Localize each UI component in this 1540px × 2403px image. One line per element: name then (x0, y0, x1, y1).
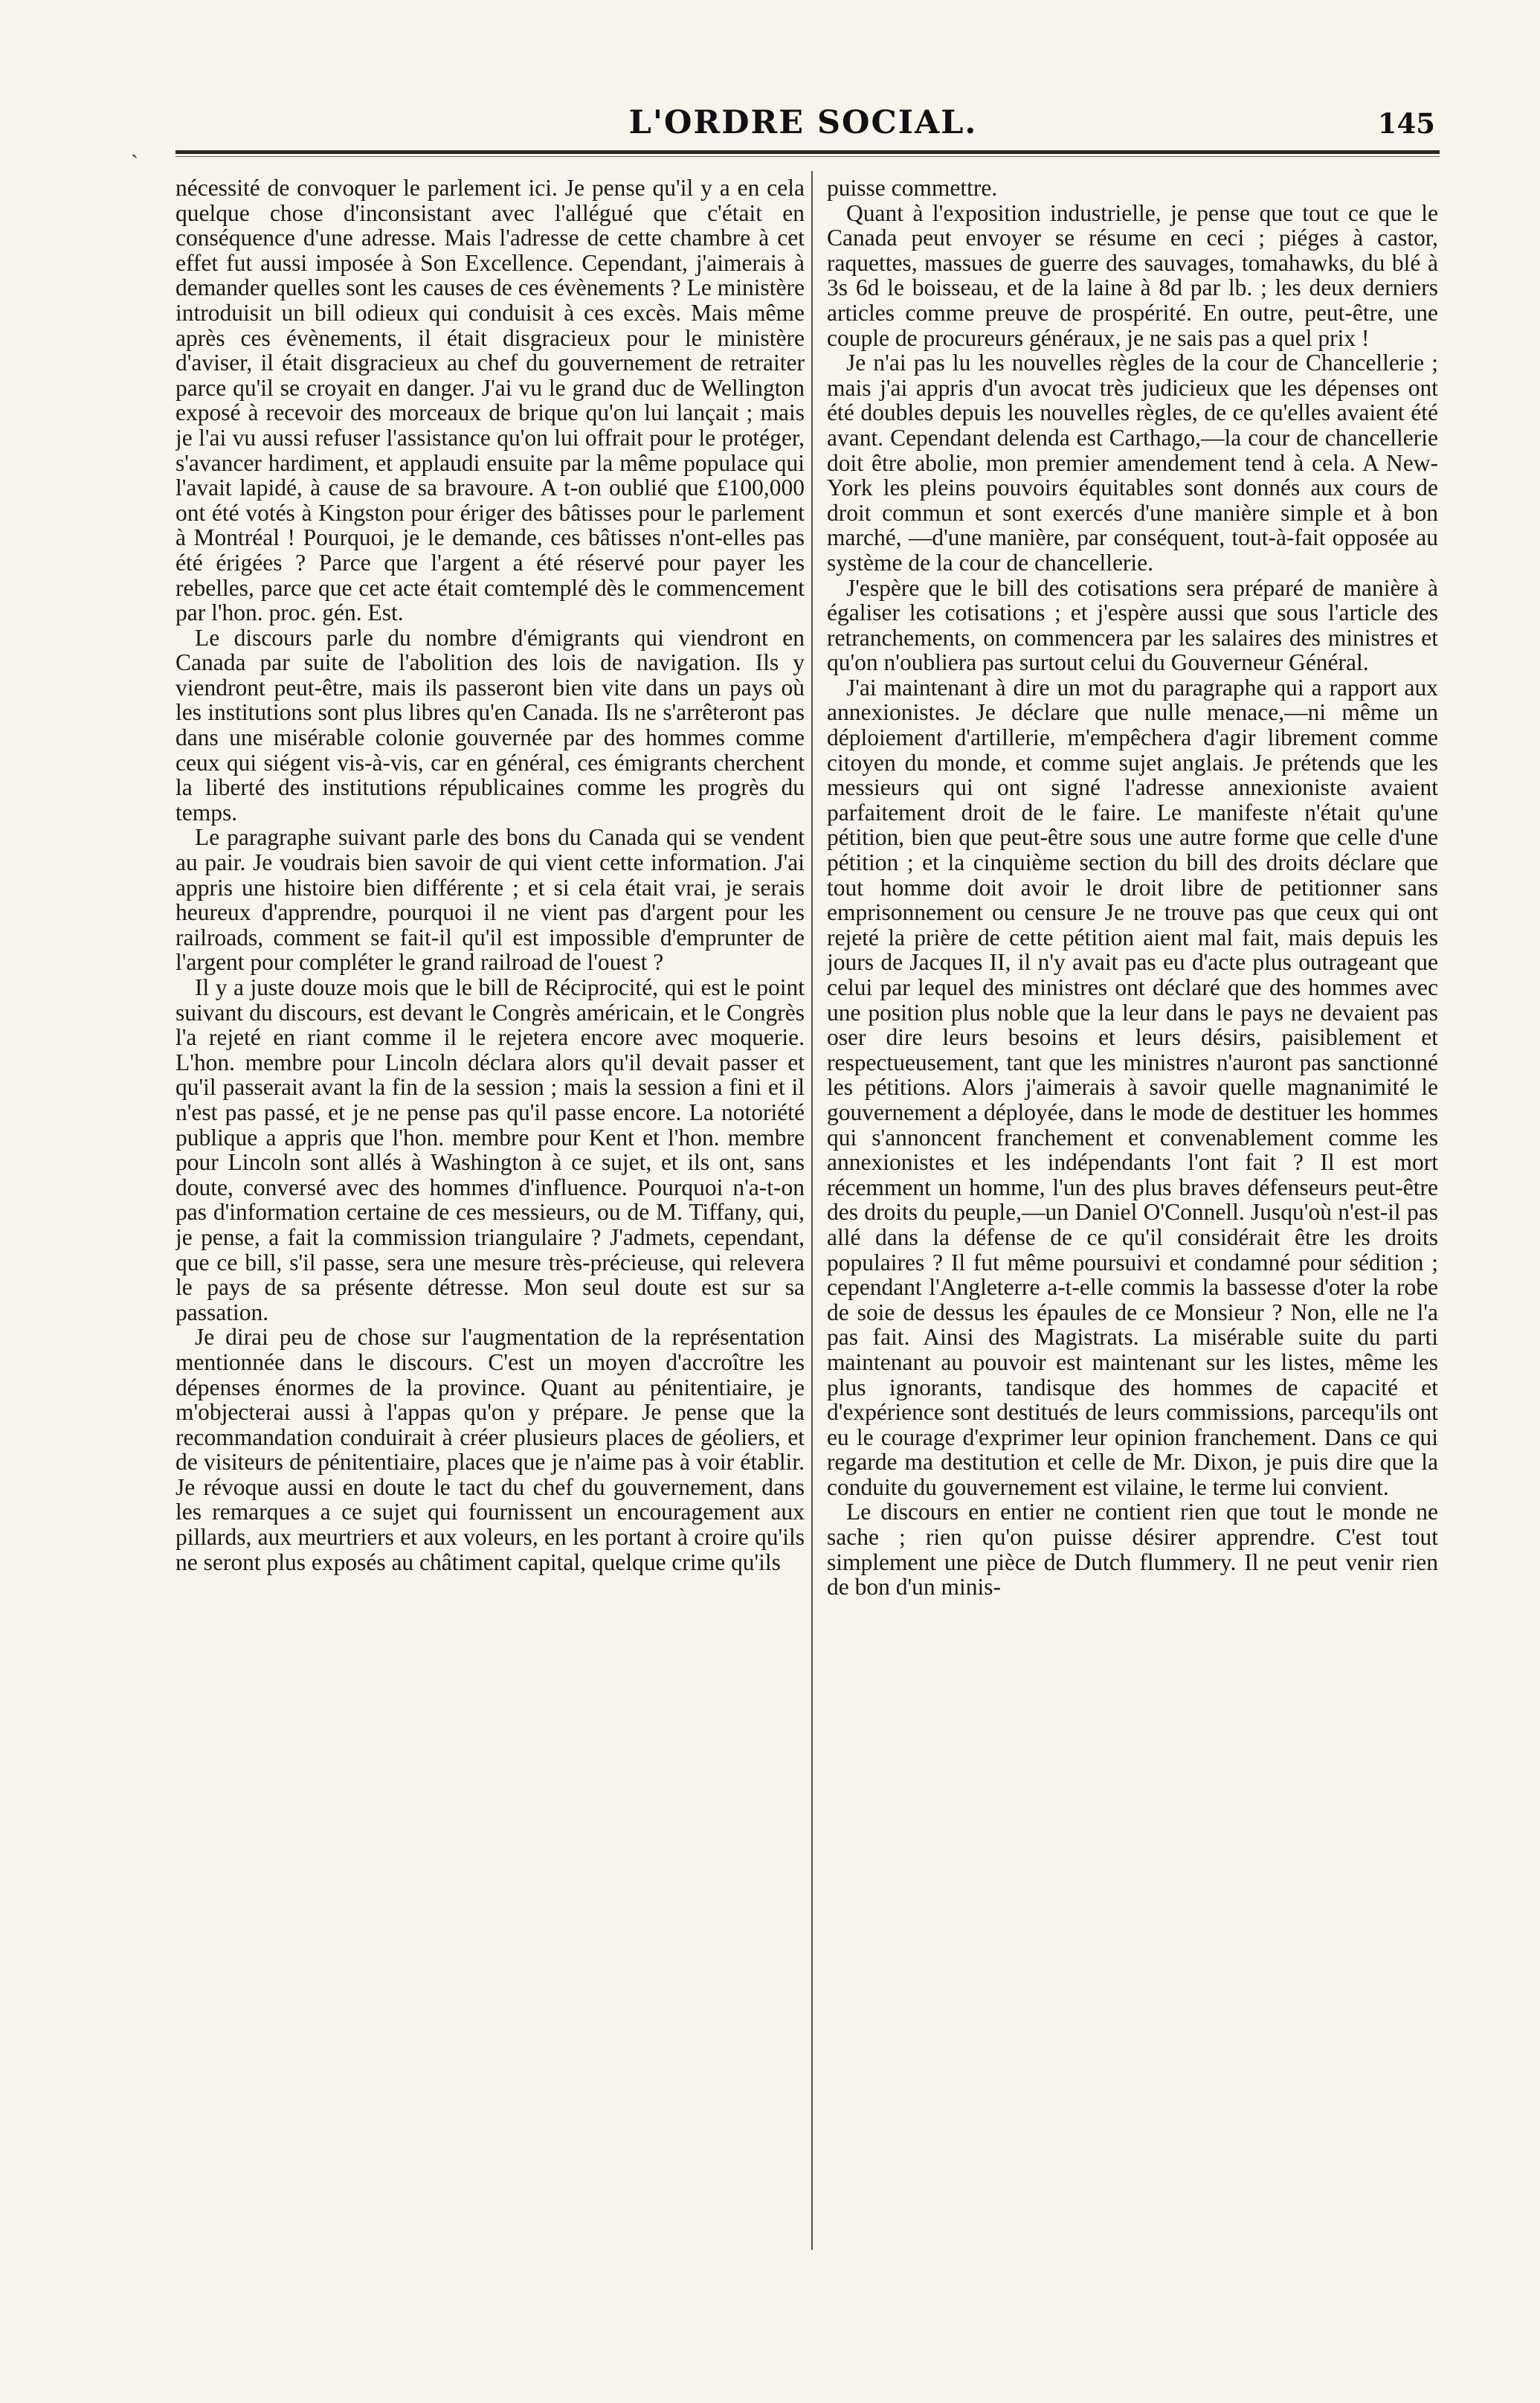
header-rule-thin (175, 156, 1440, 157)
right-paragraph-2: Quant à l'exposition industrielle, je pense que tout ce que le Canada peut envoyer se résume en ceci ; piéges à castor, raquettes, massues de guerre des sauvages, tomahawks, du blé à 3s 6d le boisseau, et de la laine à 8d par lb. ; les deux derniers articles comme preuve de prospérité. En outre, peut-être, une couple de procureurs généraux, je ne sais pas a quel prix ! (827, 199, 1438, 351)
corner-mark: ˎ (131, 134, 138, 158)
header-rule (175, 150, 1440, 154)
right-paragraph-6: Le discours en entier ne contient rien que tout le monde ne sache ; rien qu'on puisse désirer apprendre. C'est tout simplement une pièce de Dutch flummery. Il ne peut venir rien de bon d'un minis- (827, 1499, 1438, 1601)
column-divider (811, 171, 813, 2250)
right-paragraph-3: Je n'ai pas lu les nouvelles règles de la cour de Chancellerie ; mais j'ai appris d'un avocat très judicieux que les dépenses ont été doubles depuis les nouvelles règles, de ce qu'elles avaient été avant. Cependant delenda est Carthago,—la cour de chancellerie doit être abolie, mon premier amendement tend à cela. A New-York les pleins pouvoirs équitables sont donnés aux cours de droit commun et sont exercés d'une manière simple et à bon marché, —d'une manière, par conséquent, tout-à-fait opposée au système de la cour de chancellerie. (827, 350, 1438, 576)
left-paragraph-4: Il y a juste douze mois que le bill de Réciprocité, qui est le point suivant du discours, est devant le Congrès américain, et le Congrès l'a rejeté en riant comme il le rejetera encore avec moquerie. L'hon. membre pour Lincoln déclara alors qu'il devait passer et qu'il passerait avant la fin de la session ; mais la session a fini et il n'est pas passé, et je ne pense pas qu'il passe encore. La notoriété publique a appris que l'hon. membre pour Kent et l'hon. membre pour Lincoln sont allés à Washington à ce sujet, et ils ont, sans doute, conversé avec des hommes d'influence. Pourquoi n'a-t-on pas d'information certaine de ces messieurs, ou de M. Tiffany, qui, je pense, a fait la commission triangulaire ? J'admets, cependant, que ce bill, s'il passe, sera une mesure très-précieuse, qui relevera le pays de sa présente détresse. Mon seul doute est sur sa passation. (175, 974, 805, 1325)
page-number: 145 (1377, 107, 1435, 140)
right-column (827, 176, 1438, 2251)
masthead (171, 101, 1435, 146)
right-paragraph-5: J'ai maintenant à dire un mot du paragraphe qui a rapport aux annexionistes. Je déclare que nulle menace,—ni même un déploiement d'artillerie, m'empêchera d'agir librement comme citoyen du monde, et comme sujet anglais. Je prétends que les messieurs qui ont signé l'adresse annexioniste avaient parfaitement droit de le faire. Le manifeste n'était qu'une pétition, bien que peut-être sous une autre forme que celle d'une pétition ; et la cinquième section du bill des droits déclare que tout homme doit avoir le droit libre de petitionner sans emprisonnement ou censure Je ne trouve pas que ceux qui ont rejeté la prière de cette pétition aient mal fait, mais depuis les jours de Jacques II, il n'y avait pas eu d'acte plus outrageant que celui par lequel des ministres ont déclaré que des hommes avec une position plus noble que la leur dans le pays ne devaient pas oser dire leurs besoins et leurs désirs, paisiblement et respectueusement, tant que les ministres n'auront pas sanctionné les pétitions. Alors j'aimerais à savoir quelle magnanimité le gouvernement a déployée, dans le mode de destituer les hommes qui s'annoncent franchement et convenablement comme les annexionistes et les indépendants l'ont fait ? Il est mort récemment un homme, l'un des plus braves défenseurs peut-être des droits du peuple,—un Daniel O'Connell. Jusqu'où n'est-il pas allé dans la défense de ce qu'il considérait être les droits populaires ? Il fut même poursuivi et condamné pour sédition ; cependant l'Angleterre a-t-elle commis la bassesse d'oter la robe de soie de dessus les épaules de ce Monsieur ? Non, elle ne l'a pas fait. Ainsi des Magistrats. La misérable suite du parti maintenant au pouvoir est maintenant sur les listes, même les plus ignorants, tandisque des hommes de capacité et d'expérience sont destitués de leurs commissions, parcequ'ils ont eu le courage d'exprimer leur opinion franchement. Dans ce qui regarde ma destitution et celle de Mr. Dixon, je puis dire que la conduite du gouvernement est vilaine, le terme lui convient. (827, 674, 1438, 1500)
page-title: L'ORDRE SOCIAL. (628, 104, 978, 141)
left-column (175, 176, 805, 2251)
left-paragraph-5: Je dirai peu de chose sur l'augmentation de la représentation mentionnée dans le discours. C'est un moyen d'accroître les dépenses énormes de la province. Quant au pénitentiaire, je m'objecterai aussi à l'appas qu'on y prépare. Je pense que la recommandation conduirait à créer plusieurs places de géoliers, et de visiteurs de pénitentiaire, places que je n'aime pas à voir établir. Je révoque aussi en doute le tact du chef du gouvernement, dans les remarques a ce sujet qui fournissent un encouragement aux pillards, aux meurtriers et aux voleurs, en les portant à croire qu'ils ne seront plus exposés au châtiment capital, quelque crime qu'ils (175, 1324, 805, 1575)
left-paragraph-2: Le discours parle du nombre d'émigrants qui viendront en Canada par suite de l'abolition des lois de navigation. Ils y viendront peut-être, mais ils passeront bien vite dans un pays où les institutions sont plus libres qu'en Canada. Ils ne s'arrêteront pas dans une misérable colonie gouvernée par des hommes comme ceux qui siégent vis-à-vis, car en général, ces émigrants cherchent la liberté des institutions républicaines comme les progrès du temps. (175, 624, 805, 826)
left-paragraph-1: nécessité de convoquer le parlement ici. Je pense qu'il y a en cela quelque chose d'inconsistant avec l'allégué que c'était en conséquence d'une adresse. Mais l'adresse de cette chambre à cet effet fut aussi imposée à Son Excellence. Cependant, j'aimerais à demander quelles sont les causes de ces évènements ? Le ministère introduisit un bill odieux qui conduisit à ces excès. Mais même après ces évènements, il était disgracieux pour le ministère d'aviser, il était disgracieux au chef du gouvernement de retraiter parce qu'il se croyait en danger. J'ai vu le grand duc de Wellington exposé à recevoir des morceaux de brique qu'on lui lançait ; mais je l'ai vu aussi refuser l'assistance qu'on lui offrait pour le protéger, s'avancer hardiment, et applaudi ensuite par la même populace qui l'avait lapidé, à cause de sa bravoure. A t-on oublié que £100,000 ont été votés à Kingston pour ériger des bâtisses pour le parlement à Montréal ! Pourquoi, je le demande, ces bâtisses n'ont-elles pas été érigées ? Parce que l'argent a été réservé pour payer les rebelles, parce que cet acte était comtemplé dès le commencement par l'hon. proc. gén. Est. (175, 176, 805, 626)
right-paragraph-1: puisse commettre. (827, 176, 998, 201)
right-paragraph-4: J'espère que le bill des cotisations sera préparé de manière à égaliser les cotisations ; et j'espère aussi que sous l'article des retranchements, on commencera par les salaires des ministres et qu'on n'oubliera pas surtout celui du Gouverneur Général. (827, 574, 1438, 676)
left-paragraph-3: Le paragraphe suivant parle des bons du Canada qui se vendent au pair. Je voudrais bien savoir de qui vient cette information. J'ai appris une histoire bien différente ; et si cela était vrai, je serais heureux d'apprendre, pourquoi il ne vient pas d'argent pour les railroads, comment se fait-il qu'il est impossible d'emprunter de l'argent pour compléter le grand railroad de l'ouest ? (175, 824, 805, 976)
